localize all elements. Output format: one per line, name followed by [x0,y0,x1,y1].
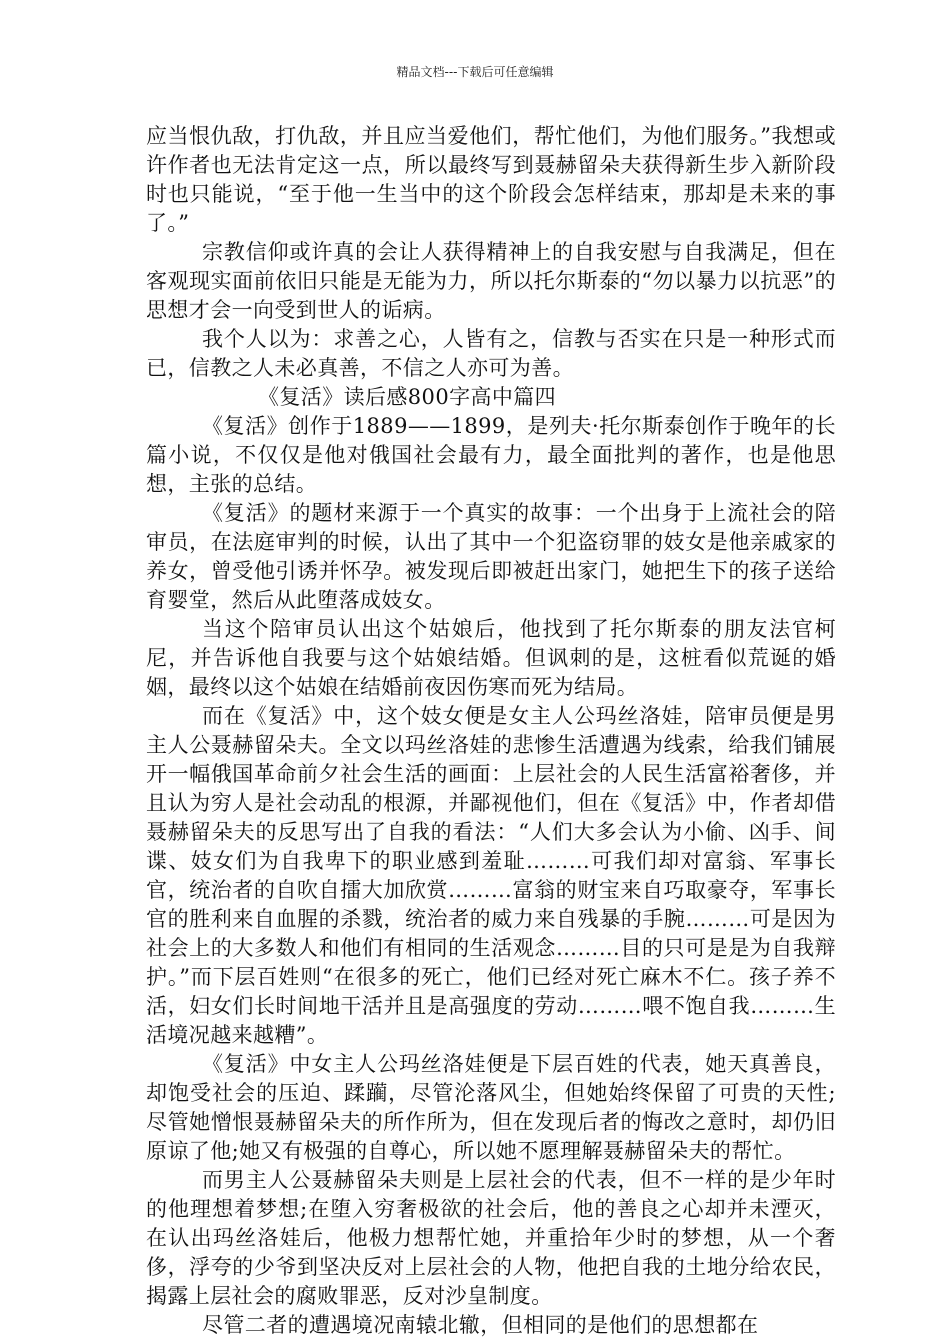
paragraph: 我个人以为：求善之心，人皆有之，信教与否实在只是一种形式而已，信教之人未必真善，不信之人亦可为善。 [146,327,836,380]
paragraph: 《复活》中女主人公玛丝洛娃便是下层百姓的代表，她天真善良，却饱受社会的压迫、蹂躏，尽管沦落风尘，但她始终保留了可贵的天性;尽管她憎恨聂赫留朵夫的所作所为，但在发现后者的悔改之意时，却仍旧原谅了他;她又有极强的自尊心，所以她不愿理解聂赫留朵夫的帮忙。 [146,1052,836,1163]
paragraph: 而在《复活》中，这个妓女便是女主人公玛丝洛娃，陪审员便是男主人公聂赫留朵夫。全文以玛丝洛娃的悲惨生活遭遇为线索，给我们铺展开一幅俄国革命前夕社会生活的画面：上层社会的人民生活富裕奢侈，并且认为穷人是社会动乱的根源，并鄙视他们，但在《复活》中，作者却借聂赫留朵夫的反思写出了自我的看法：“人们大多会认为小偷、凶手、间谍、妓女们为自我卑下的职业感到羞耻………可我们却对富翁、军事长官，统治者的自吹自擂大加欣赏………富翁的财宝来自巧取豪夺，军事长官的胜利来自血腥的杀戮，统治者的威力来自残暴的手腕………可是因为社会上的大多数人和他们有相同的生活观念………目的只可是是为自我辩护。”而下层百姓则“在很多的死亡，他们已经对死亡麻木不仁。孩子养不活，妇女们长时间地干活并且是高强度的劳动………喂不饱自我………生活境况越来越糟”。 [146,704,836,1047]
section-heading: 《复活》读后感800字高中篇四 [258,385,557,409]
document-body [146,122,836,1340]
page-header: 精品文档---下载后可任意编辑 [396,65,554,79]
paragraph: 当这个陪审员认出这个姑娘后，他找到了托尔斯泰的朋友法官柯尼，并告诉他自我要与这个姑娘结婚。但讽刺的是，这桩看似荒诞的婚姻，最终以这个姑娘在结婚前夜因伤寒而死为结局。 [146,617,836,699]
paragraph: 尽管二者的遭遇境况南辕北辙，但相同的是他们的思想都在 [202,1313,759,1337]
paragraph: 宗教信仰或许真的会让人获得精神上的自我安慰与自我满足，但在客观现实面前依旧只能是无能为力，所以托尔斯泰的“勿以暴力以抗恶”的思想才会一向受到世人的诟病。 [146,240,836,322]
paragraph: 《复活》创作于1889——1899，是列夫·托尔斯泰创作于晚年的长篇小说，不仅仅是他对俄国社会最有力，最全面批判的著作，也是他思想，主张的总结。 [146,414,836,496]
paragraph: 《复活》的题材来源于一个真实的故事：一个出身于上流社会的陪审员，在法庭审判的时候，认出了其中一个犯盗窃罪的妓女是他亲戚家的养女，曾受他引诱并怀孕。被发现后即被赶出家门，她把生下的孩子送给育婴堂，然后从此堕落成妓女。 [146,501,836,612]
paragraph-continuation: 应当恨仇敌，打仇敌，并且应当爱他们，帮忙他们，为他们服务。”我想或许作者也无法肯定这一点，所以最终写到聂赫留朵夫获得新生步入新阶段时也只能说，“至于他一生当中的这个阶段会怎样结束，那却是未来的事了。” [146,124,836,235]
paragraph: 而男主人公聂赫留朵夫则是上层社会的代表，但不一样的是少年时的他理想着梦想;在堕入穷奢极欲的社会后，他的善良之心却并未湮灭，在认出玛丝洛娃后，他极力想帮忙她，并重拾年少时的梦想，从一个奢侈，浮夸的少爷到坚决反对上层社会的人物，他把自我的土地分给农民，揭露上层社会的腐败罪恶，反对沙皇制度。 [146,1168,836,1308]
